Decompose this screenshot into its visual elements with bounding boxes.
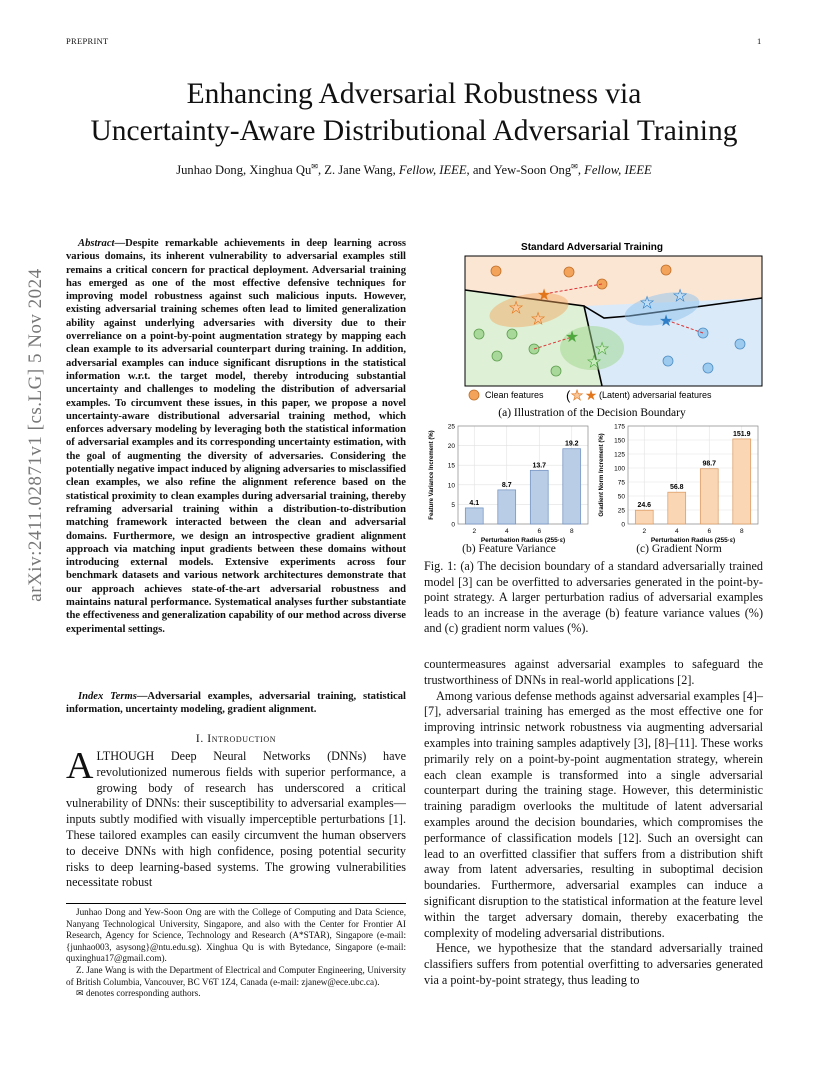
- envelope-icon: ✉: [571, 162, 578, 171]
- svg-text:(: (: [566, 388, 571, 403]
- bar: [700, 469, 718, 524]
- latent-star-icon: ★: [586, 354, 602, 371]
- y-tick-label: 150: [614, 437, 625, 445]
- fellow-title: Fellow, IEEE: [398, 163, 467, 178]
- latent-star-icon: ★: [672, 288, 688, 305]
- adversarial-star-icon: ★: [658, 313, 674, 330]
- title-line-1: Enhancing Adversarial Robustness via: [186, 78, 642, 110]
- x-tick-label: 2: [472, 528, 477, 535]
- y-tick-label: 175: [614, 423, 625, 431]
- x-tick-label: 8: [569, 528, 574, 535]
- clean-feature-point: [474, 329, 484, 339]
- data-label: 98.7: [702, 460, 717, 468]
- footnote-3: ✉ denotes corresponding authors.: [76, 988, 201, 999]
- y-tick-label: 0: [621, 521, 625, 529]
- envelope-icon: ✉: [311, 162, 318, 171]
- latent-star-icon: ★: [639, 295, 655, 312]
- legend-latent-star-icon: ★: [570, 387, 584, 403]
- caption-panel-c: (c) Gradient Norm: [636, 543, 722, 555]
- feature-variance-chart: [424, 420, 594, 560]
- right-column-text: [424, 657, 763, 989]
- paper-title: [0, 76, 828, 150]
- x-axis-label: Perturbation Radius (255·ε): [650, 537, 736, 544]
- index-terms: [66, 690, 406, 717]
- author-names-2: , Z. Jane Wang,: [317, 163, 399, 178]
- data-label: 19.2: [564, 440, 579, 448]
- caption-panel-a: (a) Illustration of the Decision Boundary: [498, 407, 686, 419]
- data-label: 24.6: [637, 502, 652, 510]
- bar: [635, 510, 653, 524]
- author-list: [0, 162, 828, 178]
- data-label: 151.9: [732, 430, 751, 438]
- section-heading: I. Introduction: [195, 733, 277, 745]
- gradient-norm-chart: [594, 420, 764, 560]
- abstract-text: —Despite remarkable achievements in deep learning across various domains, its inherent vulnerability to adversarial examples still remains a critical concern for practical deployment. Adversarial training has emerged as one of the most effective defensive techniques for improving model robustness against such malicious inputs. However, existing adversarial training schemes often lead to limited generalization ability against underlying adversaries with diversity due to their overreliance on a point-by-point augmentation strategy by mapping each clean example to its adversarial counterpart during training. In addition, adversarial examples can induce significant disruptions in the statistical information w.r.t. the target model, thereby introducing substantial uncertainty and challenges to modeling the distribution of adversarial examples. To circumvent these issues, in this paper, we propose a novel uncertainty-aware distributional adversarial training method, which enforces adversary modeling by leveraging both the statistical information of adversarial examples and its corresponding uncertainty estimation, with the goal of augmenting the diversity of adversaries. Considering the potentially negative impact induced by aligning adversaries to misclassified clean examples, we also refine the alignment reference based on the statistical proximity to clean examples during adversarial training, thereby reframing adversarial training within a distribution-to-distribution matching framework interacted between the clean and adversarial domains. Furthermore, we design an introspective gradient alignment approach via matching input gradients between these domains without introducing external models. Extensive experiments across four benchmark datasets and various network architectures demonstrate that our approach achieves state-of-the-art adversarial robustness and maintains natural performance. Systematical analyses further substantiate the effectiveness and generalization capability of our method across diverse experimental settings.: [66, 238, 406, 635]
- y-tick-label: 125: [614, 451, 625, 459]
- y-tick-label: 50: [617, 493, 625, 501]
- footnote-2: Z. Jane Wang is with the Department of Electrical and Computer Engineering, University of British Columbia, Vancouver, BC V6T 1Z4, Canada (e-mail: zjanew@ece.ubc.ca).: [66, 964, 406, 987]
- running-header: PREPRINT: [66, 36, 109, 46]
- data-label: 13.7: [532, 462, 547, 470]
- data-label: 4.1: [469, 499, 480, 507]
- legend-clean-icon: [469, 390, 479, 400]
- x-axis-label: Perturbation Radius (255·ε): [480, 537, 566, 544]
- clean-feature-point: [507, 329, 517, 339]
- index-terms-text: —Adversarial examples, adversarial training, statistical information, uncertainty modeling, gradient alignment.: [66, 691, 406, 716]
- latent-star-icon: ★: [594, 341, 610, 358]
- y-tick-label: 25: [617, 507, 625, 515]
- author-names-3: , and Yew-Soon Ong: [466, 163, 572, 178]
- author-sep: ,: [577, 163, 585, 178]
- y-axis-label: Gradient Norm Increment (%): [599, 433, 605, 517]
- title-line-2: Uncertainty-Aware Distributional Adversarial Training: [90, 115, 738, 147]
- intro-text: LTHOUGH Deep Neural Networks (DNNs) have revolutionized numerous fields with superior performance, a growing body of research has underscored a critical vulnerability of DNNs: their susceptibility to adversarial examples—inputs subtly modified with visually imperceptible perturbations [1]. These tailored examples can easily circumvent the human observers to deceive DNNs with high confidence, posing potential security risks to deep learning-based systems. The growing vulnerabilities necessitate robust: [66, 749, 406, 890]
- bar: [465, 508, 483, 524]
- y-tick-label: 10: [447, 482, 455, 490]
- figure-caption: Fig. 1: (a) The decision boundary of a standard adversarially trained model [3] can be overfitted to adversaries generated in the point-by-point strategy. A larger perturbation radius of adversarial examples leads to an increase in the average (b) feature variance values (%) and (c) gradient norm values (%).: [424, 559, 763, 636]
- abstract: [66, 237, 406, 636]
- bar: [733, 439, 751, 524]
- legend-clean-label: Clean features: [485, 390, 544, 400]
- legend-adv-label: (Latent) adversarial features: [599, 390, 712, 400]
- figure-panel-c: [594, 420, 764, 560]
- clean-feature-point: [703, 363, 713, 373]
- latent-star-icon: ★: [530, 311, 546, 328]
- y-tick-label: 5: [451, 501, 455, 509]
- figure-panel-a: [424, 236, 763, 426]
- data-label: 56.8: [669, 484, 684, 492]
- bar: [530, 470, 548, 524]
- paragraph: countermeasures against adversarial examples to safeguard the trustworthiness of DNNs in real-world applications [2].: [424, 657, 763, 687]
- dropcap: A: [66, 745, 94, 787]
- data-label: 8.7: [501, 481, 512, 489]
- y-tick-label: 15: [447, 462, 455, 470]
- fellow-title: Fellow, IEEE: [584, 163, 652, 178]
- x-tick-label: 6: [707, 528, 712, 535]
- page-number: 1: [757, 36, 762, 46]
- y-tick-label: 25: [447, 423, 455, 431]
- caption-panel-b: (b) Feature Variance: [462, 543, 556, 555]
- author-names-1: Junhao Dong, Xinghua Qu: [176, 163, 312, 178]
- index-terms-label: Index Terms: [78, 691, 137, 702]
- y-tick-label: 20: [447, 443, 455, 451]
- y-axis-label: Feature Variance Increment (%): [429, 430, 435, 520]
- clean-feature-point: [661, 265, 671, 275]
- figure-panel-b: [424, 420, 594, 560]
- adversarial-star-icon: ★: [564, 329, 580, 346]
- legend-adversarial-star-icon: ★: [584, 387, 598, 403]
- clean-feature-point: [663, 356, 673, 366]
- x-tick-label: 4: [504, 528, 509, 535]
- clean-feature-point: [735, 339, 745, 349]
- y-tick-label: 75: [617, 479, 625, 487]
- x-tick-label: 2: [642, 528, 647, 535]
- y-tick-label: 0: [451, 521, 455, 529]
- x-tick-label: 6: [537, 528, 542, 535]
- bar: [668, 492, 686, 524]
- abstract-label: Abstract: [78, 238, 115, 249]
- paragraph: Among various defense methods against adversarial examples [4]–[7], adversarial training has emerged as the most effective one for improving intrinsic network robustness via augmenting adversarial examples into training samples adaptively [3], [8]–[11]. These works primarily rely on a point-by-point augmentation strategy, wherein each clean example is transformed into a single adversarial counterpart during the training stage. However, this deterministic training paradigm overlooks the multitude of latent adversarial examples around the decision boundaries, which compromises the performance of classification models [12]. Such an oversight can lead to an overfitted classifier that suffers from a distribution shift away from latent adversaries, resulting in suboptimal decision boundaries. Furthermore, adversarial examples can induce a significant disruption to the statistical information at the feature level within the target adversary domain, thereby exacerbating the complexity of modeling adversarial distributions.: [424, 688, 763, 940]
- clean-feature-point: [551, 366, 561, 376]
- x-tick-label: 4: [674, 528, 679, 535]
- paragraph: Hence, we hypothesize that the standard adversarially trained classifiers suffers from potential overfitting to adversaries generated via a point-by-point strategy, thus leading to: [424, 941, 763, 987]
- latent-star-icon: ★: [508, 300, 524, 317]
- bar: [498, 490, 516, 524]
- adversarial-star-icon: ★: [536, 287, 552, 304]
- decision-boundary-diagram: [424, 236, 763, 426]
- panel-a-title: Standard Adversarial Training: [521, 242, 663, 253]
- y-tick-label: 100: [614, 465, 625, 473]
- x-tick-label: 8: [739, 528, 744, 535]
- arxiv-stamp: arXiv:2411.02871v1 [cs.LG] 5 Nov 2024: [25, 268, 46, 602]
- bar: [563, 449, 581, 524]
- intro-paragraph: [66, 745, 406, 891]
- footnote-1: Junhao Dong and Yew-Soon Ong are with the College of Computing and Data Science, Nanyang Technological University, Singapore, and also with the Center for Frontier AI Research, Agency for Science, Technology and Research (A*STAR), Singapore (e-mail: {junhao003, asysong}@ntu.edu.sg). Xinghua Qu is with Bytedance, Singapore (e-mail: quxinghua17@gmail.com).: [66, 907, 406, 964]
- clean-feature-point: [491, 266, 501, 276]
- footnotes: [66, 903, 406, 1000]
- clean-feature-point: [492, 351, 502, 361]
- clean-feature-point: [564, 267, 574, 277]
